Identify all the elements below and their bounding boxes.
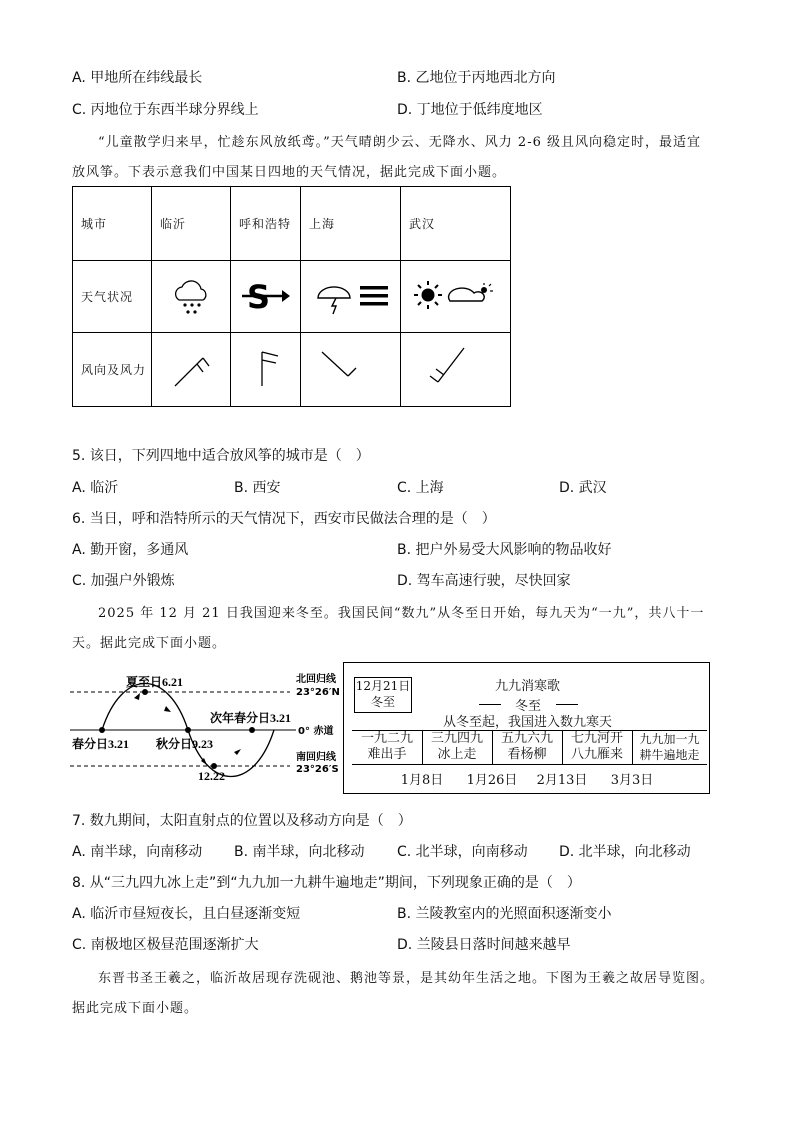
table-header-hohhot: 呼和浩特 <box>231 187 301 261</box>
tropic-cancer-lat: 23°26′N <box>296 687 340 698</box>
sandstorm-icon <box>238 270 294 320</box>
date-box-date: 12月21日 <box>355 679 411 693</box>
option-a: A. 甲地所在纬线最长 <box>72 70 203 86</box>
question-8-stem: 8. 从“三九四九冰上走”到“九九加一九耕牛遍地走”期间，下列现象正确的是（ ） <box>72 875 581 891</box>
intro-paragraph-line: 2025 年 12 月 21 日我国迎来冬至。我国民间“数九”从冬至日开始，每九天为“一九”，共八十一 <box>98 606 705 621</box>
weather-hohhot <box>231 261 301 333</box>
option-a: A. 南半球，向南移动 <box>72 844 203 860</box>
date-box-term: 冬至 <box>370 695 395 709</box>
summer-solstice-label: 夏至日6.21 <box>126 675 184 689</box>
intro-paragraph-line: 放风筝。下表示意我们中国某日四地的天气情况，据此完成下面小题。 <box>72 165 507 180</box>
row-label-wind: 风向及风力 <box>73 333 152 407</box>
option-c: C. 丙地位于东西半球分界线上 <box>72 102 259 118</box>
option-b: B. 兰陵教室内的光照面积逐渐变小 <box>397 906 612 922</box>
wind-barb-icon <box>308 338 394 398</box>
wind-barb-icon <box>161 338 221 398</box>
weather-table <box>72 186 511 407</box>
intro-paragraph-line: “儿童散学归来早，忙趁东风放纸鸢。”天气晴朗少云、无降水、风力 2-6 级且风向稳定时，最适宜 <box>98 135 701 150</box>
row-label-weather: 天气状况 <box>73 261 152 333</box>
question-5-stem: 5. 该日，下列四地中适合放风筝的城市是（ ） <box>72 448 370 464</box>
tropic-capricorn-lat: 23°26′S <box>296 764 339 775</box>
table-header-wuhan: 武汉 <box>401 187 511 261</box>
song-column: 五九六九 看杨柳 <box>500 731 553 762</box>
question-6-stem: 6. 当日，呼和浩特所示的天气情况下，西安市民做法合理的是（ ） <box>72 511 496 527</box>
wind-wuhan <box>401 333 511 407</box>
option-d: D. 北半球，向北移动 <box>559 844 691 860</box>
weather-wuhan <box>401 261 511 333</box>
option-c: C. 加强户外锻炼 <box>72 573 175 589</box>
wind-barb-icon <box>408 338 504 398</box>
song-subtitle: 冬至 <box>514 699 541 714</box>
sun-direct-point-diagram <box>70 668 346 786</box>
date-label: 1月26日 <box>466 773 518 788</box>
svg-text:S: S <box>246 278 271 316</box>
option-d: D. 驾车高速行驶，尽快回家 <box>397 573 571 589</box>
date-label: 1月8日 <box>400 773 444 788</box>
option-d: D. 武汉 <box>559 480 607 496</box>
table-bottom-rule <box>352 764 707 765</box>
subtitle-rule <box>556 704 578 705</box>
song-title: 九九消寒歌 <box>494 679 560 694</box>
thunderstorm-fog-icon <box>308 270 394 320</box>
song-intro: 从冬至起，我国进入数九寒天 <box>442 715 612 730</box>
autumn-equinox-label: 秋分日9.23 <box>156 737 214 751</box>
spring-equinox-label: 春分日3.21 <box>72 737 130 751</box>
option-c: C. 北半球，向南移动 <box>397 844 528 860</box>
table-header-linyi: 临沂 <box>152 187 231 261</box>
option-c: C. 南极地区极昼范围逐渐扩大 <box>72 937 259 953</box>
option-c: C. 上海 <box>397 480 444 496</box>
option-b: B. 西安 <box>234 480 281 496</box>
tropic-cancer-label: 北回归线 <box>296 674 336 685</box>
song-column: 一九二九 难出手 <box>360 731 413 762</box>
option-b: B. 把户外易受大风影响的物品收好 <box>397 542 612 558</box>
intro-paragraph-line: 据此完成下面小题。 <box>72 1001 199 1016</box>
option-a: A. 勤开窗，多通风 <box>72 542 189 558</box>
option-d: D. 丁地位于低纬度地区 <box>397 102 543 118</box>
weather-shanghai <box>301 261 401 333</box>
next-spring-equinox-label: 次年春分日3.21 <box>210 711 292 725</box>
tropic-capricorn-label: 南回归线 <box>296 752 336 763</box>
wind-hohhot <box>231 333 301 407</box>
equator-label: 0° 赤道 <box>298 726 334 737</box>
option-b: B. 南半球，向北移动 <box>234 844 365 860</box>
table-header-city: 城市 <box>73 187 152 261</box>
subtitle-rule <box>479 704 501 705</box>
option-a: A. 临沂 <box>72 480 119 496</box>
intro-paragraph-line: 天。据此完成下面小题。 <box>72 636 227 651</box>
table-header-shanghai: 上海 <box>301 187 401 261</box>
option-a: A. 临沂市昼短夜长，且白昼逐渐变短 <box>72 906 301 922</box>
rain-cloud-icon <box>161 270 221 320</box>
question-7-stem: 7. 数九期间，太阳直射点的位置以及移动方向是（ ） <box>72 813 412 829</box>
date-label: 3月3日 <box>610 773 654 788</box>
date-label: 2月13日 <box>536 773 588 788</box>
song-column: 九九加一九 耕牛遍地走 <box>639 732 700 762</box>
option-b: B. 乙地位于丙地西北方向 <box>397 70 556 86</box>
song-column: 七九河开 八九雁来 <box>570 731 623 762</box>
wind-linyi <box>152 333 231 407</box>
weather-linyi <box>152 261 231 333</box>
winter-solstice-label: 12.22 <box>198 769 225 783</box>
option-d: D. 兰陵县日落时间越来越早 <box>397 937 571 953</box>
wind-barb-icon <box>238 338 294 398</box>
intro-paragraph-line: 东晋书圣王羲之，临沂故居现存洗砚池、鹅池等景，是其幼年生活之地。下图为王羲之故居导览图。 <box>98 971 715 986</box>
wind-shanghai <box>301 333 401 407</box>
sunny-partly-cloudy-icon <box>408 270 504 320</box>
song-column: 三九四九 冰上走 <box>430 731 483 762</box>
nine-nines-song-box <box>343 662 710 794</box>
